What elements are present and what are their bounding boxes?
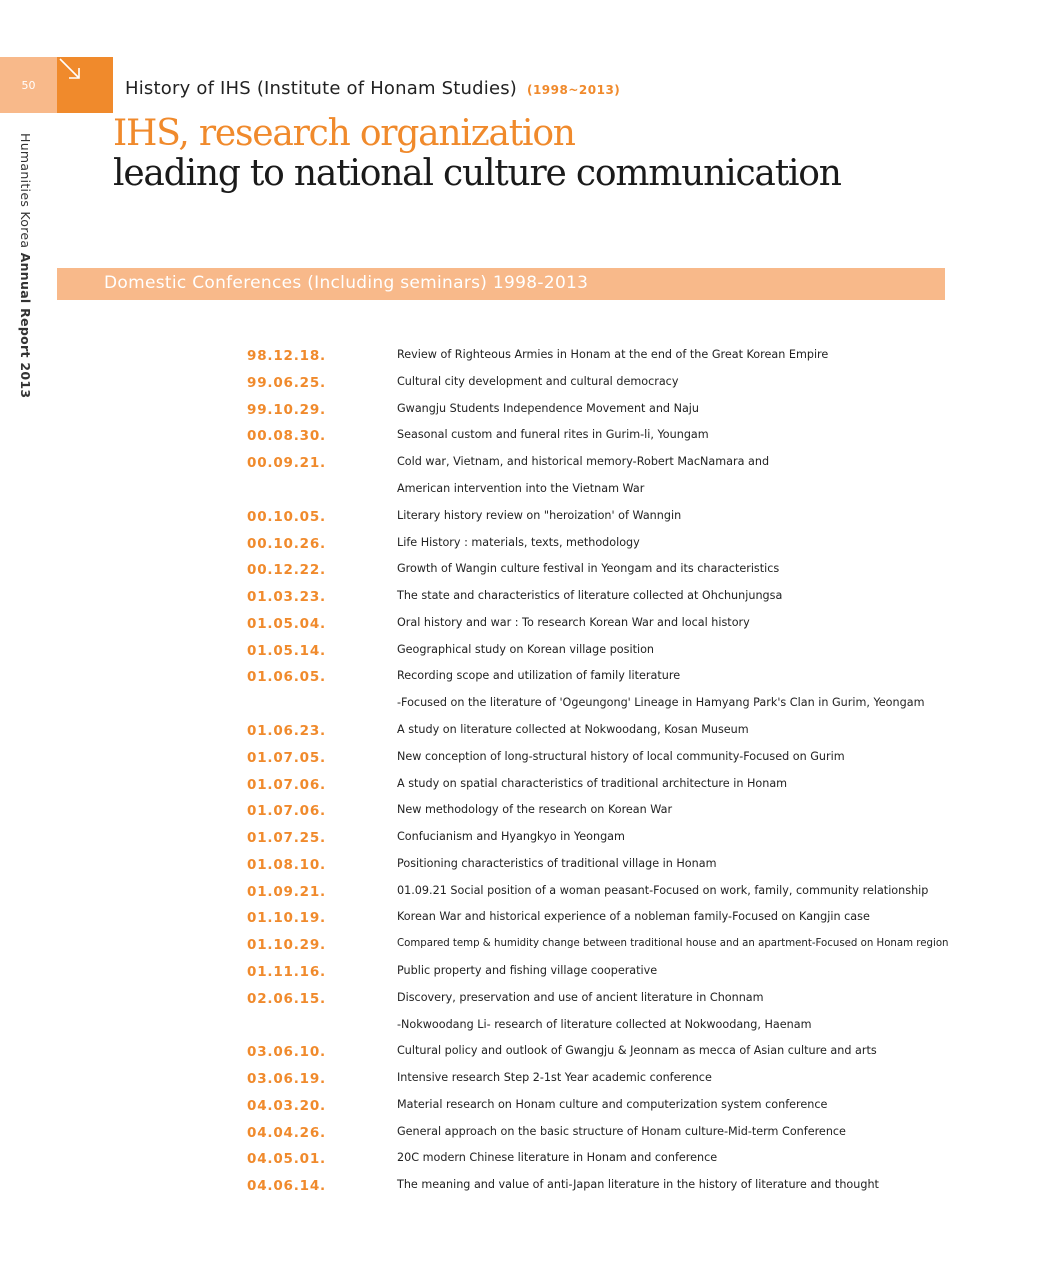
headline-line2: leading to national culture communication: [113, 153, 841, 194]
conference-title: Korean War and historical experience of a nobleman family-Focused on Kangjin case: [397, 910, 870, 924]
conference-row: [0, 1125, 1039, 1149]
conference-row: [0, 428, 1039, 452]
conference-row: [0, 1151, 1039, 1175]
conference-row: [0, 589, 1039, 613]
conference-title: Recording scope and utilization of family literature: [397, 669, 681, 683]
conference-row: [0, 1178, 1039, 1202]
conference-date: 01.06.23.: [247, 722, 326, 739]
conference-date: 00.08.30.: [247, 428, 326, 445]
conference-title: Discovery, preservation and use of ancient literature in Chonnam: [397, 990, 764, 1004]
conference-title: Life History : materials, texts, methodology: [397, 535, 640, 549]
headline-line1: IHS, research organization: [113, 113, 575, 154]
conference-date: 00.12.22.: [247, 562, 326, 579]
conference-date: 01.06.05.: [247, 669, 326, 686]
conference-title: Geographical study on Korean village position: [397, 642, 655, 656]
conference-title: Literary history review on "heroization' of Wanngin: [397, 508, 682, 522]
conference-row: [0, 910, 1039, 934]
conference-row: [0, 348, 1039, 372]
conference-title: The meaning and value of anti-Japan literature in the history of literature and thought: [397, 1178, 879, 1192]
conference-date: 01.07.06.: [247, 803, 326, 820]
conference-title: Gwangju Students Independence Movement and Naju: [397, 401, 700, 415]
conference-row: [0, 1044, 1039, 1068]
conference-date: 01.05.04.: [247, 615, 326, 632]
conference-row: [0, 1071, 1039, 1095]
conference-title: 20C modern Chinese literature in Honam and conference: [397, 1151, 718, 1165]
conference-row: [0, 402, 1039, 426]
conference-date: 01.05.14.: [247, 642, 326, 659]
conference-date: 04.03.20.: [247, 1097, 326, 1114]
page-number: 50: [0, 57, 57, 113]
conference-title: General approach on the basic structure of Honam culture-Mid-term Conference: [397, 1124, 846, 1138]
side-label-bold: Annual Report 2013: [18, 252, 33, 399]
header-years: (1998~2013): [526, 83, 621, 97]
conference-row: [0, 616, 1039, 640]
conference-row: [0, 536, 1039, 560]
conference-row: [0, 884, 1039, 908]
conference-date: 01.07.06.: [247, 776, 326, 793]
conference-title: Public property and fishing village cooperative: [397, 963, 658, 977]
conference-date: 99.10.29.: [247, 401, 326, 418]
conference-row: [0, 1098, 1039, 1122]
conference-title: Cultural policy and outlook of Gwangju & Jeonnam as mecca of Asian culture and arts: [397, 1044, 877, 1058]
conference-row: [0, 375, 1039, 399]
conference-row: [0, 964, 1039, 988]
conference-date: 03.06.10.: [247, 1044, 326, 1061]
conference-title: A study on spatial characteristics of traditional architecture in Honam: [397, 776, 788, 790]
conference-title: -Nokwoodang Li- research of literature collected at Nokwoodang, Haenam: [397, 1017, 812, 1031]
conference-row: [0, 643, 1039, 667]
conference-date: 98.12.18.: [247, 348, 326, 364]
header-title: History of IHS (Institute of Honam Studies): [125, 78, 518, 99]
conference-row: [0, 455, 1039, 479]
conference-date: 01.10.29.: [247, 937, 326, 954]
conference-date: 00.10.05.: [247, 508, 326, 525]
conference-title: The state and characteristics of literature collected at Ohchunjungsa: [397, 589, 783, 602]
section-title: Domestic Conferences (Including seminars) 1998-2013: [104, 273, 589, 293]
conference-date: 01.07.05.: [247, 749, 326, 766]
conference-date: 04.04.26.: [247, 1124, 326, 1141]
conference-date: 01.03.23.: [247, 589, 326, 605]
conference-title: Cultural city development and cultural democracy: [397, 374, 679, 388]
conference-title: Growth of Wangin culture festival in Yeongam and its characteristics: [397, 562, 780, 576]
conference-date: 01.11.16.: [247, 963, 326, 980]
conference-title: Positioning characteristics of traditional village in Honam: [397, 856, 717, 870]
conference-row: [0, 830, 1039, 854]
conference-date: 01.09.21.: [247, 883, 326, 900]
conference-date: 04.06.14.: [247, 1178, 326, 1195]
conference-title: Material research on Honam culture and computerization system conference: [397, 1097, 828, 1111]
conference-title: A study on literature collected at Nokwoodang, Kosan Museum: [397, 722, 749, 736]
conference-date: 04.05.01.: [247, 1151, 326, 1168]
conference-title: 01.09.21 Social position of a woman peasant-Focused on work, family, community relationship: [397, 883, 929, 897]
conference-title: New conception of long-structural history of local community-Focused on Gurim: [397, 749, 845, 763]
conference-title: Seasonal custom and funeral rites in Gurim-li, Youngam: [397, 428, 709, 442]
conference-title: Cold war, Vietnam, and historical memory-Robert MacNamara and: [397, 455, 770, 469]
conference-row: [0, 509, 1039, 533]
conference-row: [0, 562, 1039, 586]
conference-title: -Focused on the literature of 'Ogeungong' Lineage in Hamyang Park's Clan in Gurim, Yeongam: [397, 696, 925, 710]
conference-title: American intervention into the Vietnam War: [397, 481, 645, 495]
conference-date: 00.09.21.: [247, 455, 326, 472]
conference-title: Oral history and war : To research Korean War and local history: [397, 615, 750, 629]
conference-date: 00.10.26.: [247, 535, 326, 552]
conference-row: [0, 1018, 1039, 1042]
conference-title: New methodology of the research on Korean War: [397, 803, 673, 817]
conference-row: [0, 777, 1039, 801]
conference-date: 01.10.19.: [247, 910, 326, 927]
conference-row: [0, 857, 1039, 881]
conference-date: 03.06.19.: [247, 1071, 326, 1088]
conference-date: 02.06.15.: [247, 990, 326, 1007]
conference-row: [0, 482, 1039, 506]
conference-title: Compared temp & humidity change between traditional house and an apartment-Focused on Honam region: [397, 938, 949, 950]
conference-title: Intensive research Step 2-1st Year academic conference: [397, 1071, 712, 1085]
conference-row: [0, 750, 1039, 774]
conference-title: Review of Righteous Armies in Honam at the end of the Great Korean Empire: [397, 348, 829, 361]
conference-date: 99.06.25.: [247, 374, 326, 391]
conference-row: [0, 991, 1039, 1015]
conference-row: [0, 696, 1039, 720]
conference-row: [0, 803, 1039, 827]
conference-row: [0, 669, 1039, 693]
conference-date: 01.08.10.: [247, 856, 326, 873]
conference-title: Confucianism and Hyangkyo in Yeongam: [397, 830, 625, 843]
conference-date: 01.07.25.: [247, 830, 326, 846]
conference-row: [0, 937, 1039, 961]
side-label-light: Humanities Korea: [18, 133, 33, 253]
conference-row: [0, 723, 1039, 747]
